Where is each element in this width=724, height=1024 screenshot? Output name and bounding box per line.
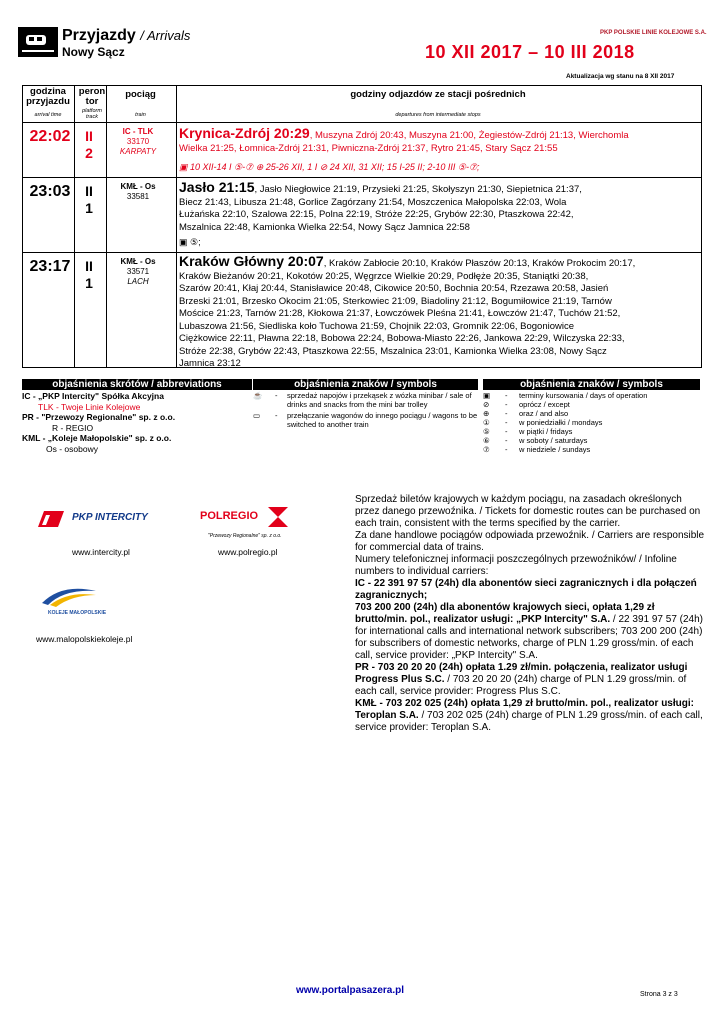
minibar-icon: ☕ xyxy=(253,391,263,400)
operation-days: ▣ ⑤; xyxy=(179,237,201,247)
except-icon: ⊘ xyxy=(483,400,490,409)
info-text: Sprzedaż biletów krajowych w każdym pociągu, na zasadach określonych przez danego przewoźnika. / Tickets for domestic routes can be purchased on each train, consistent with the terms specified by the carrier. Za dane handlowe pociągów odpowiada przewoźnik. / Carriers are responsible for commercial data of trains. Numery telefonicznej informacji poszczególnych przewoźników/ / Infoline numbers to individual carriers: IC - 22 391 97 57 (24h) dla abonentów sieci zagranicznych i dla połączeń zagranicznych; 703 200 200 (24h) dla abonentów krajowych sieci, opłata 1,29 zł brutto/min. pol., realizator usługi: „PKP Intercity" S.A. / 22 391 97 57 (24h) for international calls and international network subscribers; 703 200 200 (24h) for subscribers of domestic networks, charge of PLN 1.29 gross/min. of each call, service provider: „PKP Intercity" S.A. PR - 703 20 20 20 (24h) opłata 1.29 zł/min. połączenia, realizator usługi Progress Plus S.C. / 703 20 20 20 (24h) charge of PLN 1.29 gross/min. of each call, service provider: Progress Plus S.C. KMŁ - 703 202 025 (24h) opłata 1,29 zł brutto/min. pol., realizator usługi: Teroplan S.A. / 703 202 025 (24h) charge of PLN 1.29 gross/min. of each call, service provider: Teroplan S.A. xyxy=(355,494,705,733)
arrivals-table xyxy=(22,85,702,368)
table-row xyxy=(23,123,701,178)
origin-station: Krynica-Zdrój 20:29 xyxy=(179,125,310,141)
days-legend-title: objaśnienia znaków / symbols xyxy=(483,379,700,390)
operator-logo: PKP POLSKIE LINIE KOLEJOWE S.A. xyxy=(600,30,707,36)
validity-period: 10 XII 2017 – 10 III 2018 xyxy=(425,42,635,62)
sunday-icon: ⑦ xyxy=(483,445,490,454)
page-title: Przyjazdy / Arrivals xyxy=(62,27,191,44)
stops-text: Jasło 21:15, Jasło Niegłowice 21:19, Przysieki 21:25, Skołyszyn 21:30, Siepietnica 21:37, Biecz 21:43, Libusza 21:48, Gorlice Zagórzany 21:54, Moszczenica Małopolska 22:03, Wola Łużańska 22:10, Szalowa 22:15, Polna 22:19, Stróże 22:25, Grybów 22:30, Ptaszkowa 22:42, Mszalnica 22:48, Kamionka Wielka 22:54, Nowy Sącz Jamnica 22:58 xyxy=(179,179,582,233)
col-stops: godziny odjazdów ze stacji pośrednich xyxy=(350,89,526,100)
train-number: 33170 xyxy=(126,137,150,146)
train-logo-icon xyxy=(18,27,58,57)
col-train-en: train xyxy=(135,112,146,118)
platform: II xyxy=(85,128,93,144)
monday-icon: ① xyxy=(483,418,490,427)
koleje-malopolskie-logo: KOLEJE MAŁOPOLSKIE xyxy=(34,583,114,623)
abbr-legend: IC - „PKP Intercity" Spółka Akcyjna TLK - Twoje Linie Kolejowe PR - "Przewozy Regionalne" sp. z o.o. R - REGIO KML - „Koleje Małopolskie" sp. z o.o. Os - osobowy xyxy=(22,391,176,454)
calendar-icon: ▣ xyxy=(483,391,491,400)
polregio-url[interactable]: www.polregio.pl xyxy=(218,547,278,557)
station-name: Nowy Sącz xyxy=(62,45,125,59)
arrival-time: 23:17 xyxy=(29,258,71,275)
col-time-en: arrival time xyxy=(34,112,62,118)
symbols-legend-title: objaśnienia znaków / symbols xyxy=(253,379,478,390)
saturday-icon: ⑥ xyxy=(483,436,490,445)
operation-days: ▣ 10 XII-14 I ⑤-⑦ ⊕ 25-26 XII, 1 I ⊘ 24 XII, 31 XII; 15 I-25 II; 2-10 III ⑤-⑦; xyxy=(179,162,480,172)
intercity-logo: PKP INTERCITY xyxy=(36,505,156,535)
col-train: pociąg xyxy=(125,89,156,100)
wagon-switch-icon: ▭ xyxy=(253,411,261,420)
abbr-legend-title: objaśnienia skrótów / abbreviations xyxy=(22,379,252,390)
page-number: Strona 3 z 3 xyxy=(640,991,678,998)
origin-station: Kraków Główny 20:07 xyxy=(179,253,324,269)
train-number: 33571 xyxy=(126,267,150,276)
days-legend: ▣ - terminy kursowania / days of operation ⊘ - oprócz / except ⊕ - oraz / and also ① - w poniedziałki / mondays ⑤ - w piątki / fridays ⑥ - w soboty / saturdays ⑦ - w niedziele / sundays xyxy=(483,391,648,454)
calendar-icon: ▣ xyxy=(179,162,188,172)
polregio-logo: POLREGIO "Przewozy Regionalne" sp. z o.o. xyxy=(200,505,310,545)
table-row xyxy=(23,178,701,253)
intercity-url[interactable]: www.intercity.pl xyxy=(72,547,130,557)
arrival-time: 22:02 xyxy=(29,128,71,145)
train-type: IC - TLK xyxy=(122,127,154,136)
calendar-icon: ▣ xyxy=(179,237,188,247)
table-row xyxy=(23,253,701,367)
origin-station: Jasło 21:15 xyxy=(179,179,255,195)
koleje-malopolskie-url[interactable]: www.malopolskiekoleje.pl xyxy=(36,634,133,644)
train-name: KARPATY xyxy=(119,147,157,156)
arrival-time: 23:03 xyxy=(29,183,71,200)
track: 1 xyxy=(85,200,93,216)
col-stops-en: departures from intermediate stops xyxy=(395,112,481,118)
stops-text: Krynica-Zdrój 20:29, Muszyna Zdrój 20:43, Muszyna 21:00, Żegiestów-Zdrój 21:13, Wierchomla Wielka 21:25, Łomnica-Zdrój 21:31, Piwniczna-Zdrój 21:37, Rytro 21:45, Stary Sącz 21:55 xyxy=(179,125,629,154)
train-number: 33581 xyxy=(126,192,150,201)
col-time: godzina przyjazdu xyxy=(26,86,70,107)
col-platform-en: platform track xyxy=(82,108,102,120)
friday-icon: ⑤ xyxy=(483,427,490,436)
stops-text: Kraków Główny 20:07, Kraków Zabłocie 20:10, Kraków Płaszów 20:13, Kraków Prokocim 20:17, Kraków Bieżanów 20:21, Kokotów 20:25, Węgrzce Wielkie 20:29, Podłęże 20:35, Staniątki 20:38, Szarów 20:41, Kłaj 20:44, Stanisławice 20:48, Cikowice 20:50, Bochnia 20:54, Rzezawa 20:58, Jasień Brzeski 21:01, Brzesko Okocim 21:05, Sterkowiec 21:09, Biadoliny 21:12, Bogumiłowice 21:19, Tarnów Mościce 21:23, Tarnów 21:28, Kłokowa 21:37, Łowczówek Pleśna 21:41, Łowczów 21:47, Tuchów 21:52, Lubaszowa 21:56, Siedliska koło Tuchowa 21:59, Chojnik 22:03, Gromnik 22:06, Bogoniowice Ciężkowice 22:11, Pławna 22:18, Bobowa 22:24, Bobowa-Miasto 22:26, Jankowa 22:29, Wilczyska 22:33, Stróże 22:38, Grybów 22:43, Ptaszkowa 22:55, Mszalnica 23:01, Kamionka Wielka 23:08, Nowy Sącz Jamnica 23:12 xyxy=(179,253,636,369)
portal-link[interactable]: www.portalpasazera.pl xyxy=(296,985,404,996)
also-icon: ⊕ xyxy=(483,409,490,418)
table-header xyxy=(23,86,701,123)
platform: II xyxy=(85,183,93,199)
track: 2 xyxy=(85,145,93,161)
update-note: Aktualizacja wg stanu na 8 XII 2017 xyxy=(566,73,675,80)
train-type: KMŁ - Os xyxy=(120,182,156,191)
train-name: LACH xyxy=(127,277,149,286)
platform: II xyxy=(85,258,93,274)
train-type: KMŁ - Os xyxy=(120,257,156,266)
col-platform: peron tor xyxy=(78,86,106,107)
symbols-legend: ☕ - sprzedaż napojów i przekąsek z wózka minibar / sale of drinks and snacks from the mini bar trolley ▭ - przełączanie wagonów do innego pociągu / wagons to be switched to another train xyxy=(253,391,478,429)
track: 1 xyxy=(85,275,93,291)
